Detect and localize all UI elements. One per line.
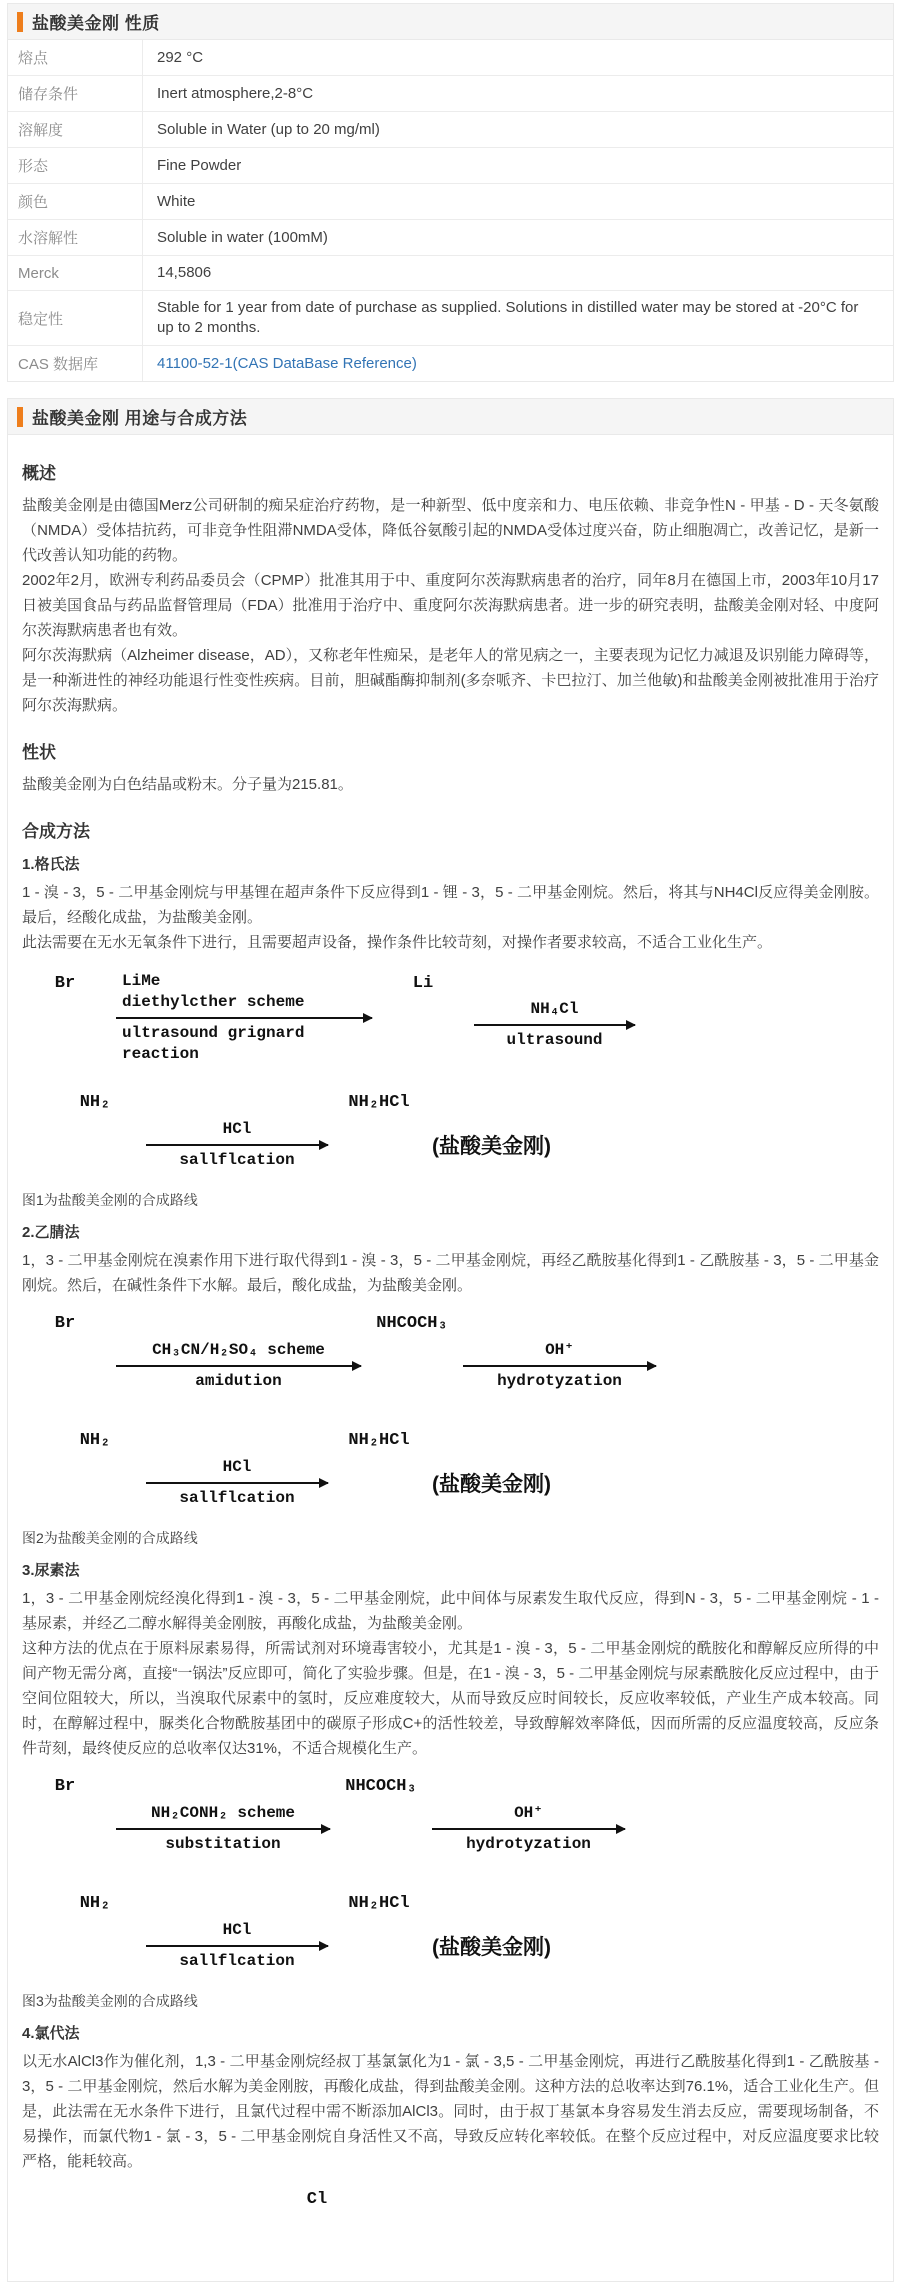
paragraph: 此法需要在无水无氧条件下进行，且需要超声设备，操作条件比较苛刻，对操作者要求较高，不适合工业化生产。 — [22, 934, 773, 951]
paragraph: 盐酸美金刚是由德国Merz公司研制的痴呆症治疗药物，是一种新型、低中度亲和力、电压依赖、非竞争性N - 甲基 - D - 天冬氨酸（NMDA）受体拮抗药，可非竞争性阻滞NMDA受体，降低谷氨酸引起的NMDA受体过度兴奋，防止细胞凋亡，改善记忆，是新一代改善认知功能的药物。 — [22, 497, 879, 564]
arrow-label: NH₂CONH₂ scheme — [150, 1803, 296, 1822]
arrow-label: HCl — [222, 1920, 252, 1939]
section-heading: 合成方法 — [22, 822, 90, 841]
structure-label: Li — [412, 973, 434, 993]
paragraph: 1 - 溴 - 3，5 - 二甲基金刚烷与甲基锂在超声条件下反应得到1 - 锂 - 3，5 - 二甲基金刚烷。然后，将其与NH4Cl反应得美金刚胺。最后，经酸化成盐，为盐酸美金刚。 — [22, 884, 879, 926]
scheme-row — [22, 2190, 879, 2279]
synthesis-header — [8, 399, 893, 435]
arrow-label: HCl — [222, 1119, 252, 1138]
arrow-labels-below — [474, 1030, 635, 1051]
row-label: CAS 数据库 — [8, 346, 143, 381]
arrow-label: HCl — [222, 1457, 252, 1476]
arrow-labels-below — [146, 1488, 328, 1509]
arrow-label: hydrotyzation — [466, 1834, 591, 1853]
arrow-line — [146, 1482, 328, 1484]
row-value — [143, 256, 893, 290]
arrow-line — [463, 1365, 656, 1367]
arrow-labels-below — [463, 1371, 656, 1392]
adamantane-skeleton — [56, 1451, 134, 1520]
paragraph: 以无水AlCl3作为催化剂，1,3 - 二甲基金刚烷经叔丁基氯氯化为1 - 氯 - 3,5 - 二甲基金刚烷，再进行乙酰胺基化得到1 - 乙酰胺基 - 3，5 - 二甲基金刚烷，然后水解为美金刚胺，再酸化成盐，得到盐酸美金刚。这种方法的总收率达到76.1%，适合工业化生产。但是，此法需在无水条件下进行，且氯代过程中需不断添加AlCl3。同时，由于叔丁基氯本身容易发生消去反应，需要现场制备，不易操作，而氯代物1 - 氯 - 3，5 - 二甲基金刚烷自身活性又不高，导致反应转化率较低。在整个反应过程中，对反应温度要求比较严格，能耗较高。 — [22, 2053, 879, 2170]
row-label: 水溶解性 — [8, 220, 143, 255]
chemical-structure — [26, 974, 104, 1063]
structure-label: NHCOCH₃ — [376, 1314, 448, 1333]
table-row — [8, 346, 893, 381]
row-label: 储存条件 — [8, 76, 143, 111]
arrow-labels-above — [116, 1340, 361, 1361]
method-heading: 2.乙腈法 — [22, 1224, 80, 1241]
chemical-structure — [384, 974, 462, 1063]
properties-box — [7, 3, 894, 382]
arrow-labels-above — [116, 1803, 330, 1824]
cas-database-link[interactable]: 41100-52-1(CAS DataBase Reference) — [157, 354, 417, 372]
scheme-row — [22, 1894, 879, 1983]
row-value — [143, 148, 893, 183]
arrow-line — [116, 1828, 330, 1830]
arrow-labels-above — [146, 1920, 328, 1941]
arrow-line — [432, 1828, 625, 1830]
reaction-arrow — [474, 999, 635, 1051]
chemical-structure — [278, 2190, 356, 2279]
reaction-arrow — [116, 1803, 330, 1855]
accent-bar — [17, 407, 23, 427]
table-row — [8, 256, 893, 291]
adamantane-skeleton — [56, 1914, 134, 1983]
section-heading: 性状 — [22, 743, 56, 762]
adamantane-skeleton — [373, 1334, 451, 1403]
structure-label: NHCOCH₃ — [345, 1777, 417, 1796]
chemical-structure — [342, 1777, 420, 1866]
adamantane-skeleton — [384, 994, 462, 1063]
adamantane-skeleton — [26, 1797, 104, 1866]
paragraph: 1，3 - 二甲基金刚烷在溴素作用下进行取代得到1 - 溴 - 3，5 - 二甲基金刚烷，再经乙酰胺基化得到1 - 乙酰胺基 - 3，5 - 二甲基金刚烷。然后，在碱性条件下水解。最后，酸化成盐，为盐酸美金刚。 — [22, 1252, 879, 1294]
section-heading: 概述 — [22, 464, 56, 483]
arrow-label: LiMe — [122, 972, 161, 990]
structure-label: Br — [54, 1777, 76, 1796]
paragraph: 2002年2月，欧洲专利药品委员会（CPMP）批准其用于中、重度阿尔茨海默病患者的治疗，同年8月在德国上市，2003年10月17日被美国食品与药品监督管理局（FDA）批准用于治疗中、重度阿尔茨海默病患者。进一步的研究表明，盐酸美金刚对轻、中度阿尔茨海默病患者也有效。 — [22, 572, 879, 639]
arrow-line — [116, 1017, 372, 1019]
properties-table — [8, 40, 893, 381]
adamantane-skeleton — [340, 1451, 418, 1520]
arrow-line — [116, 1365, 361, 1367]
arrow-line — [146, 1945, 328, 1947]
table-row — [8, 220, 893, 256]
row-value — [143, 112, 893, 147]
paragraph: 这种方法的优点在于原料尿素易得，所需试剂对环境毒害较小，尤其是1 - 溴 - 3，5 - 二甲基金刚烷的酰胺化和醇解反应所得的中间产物无需分离，直接“一锅法”反应即可，简化了实验步骤。但是，在1 - 溴 - 3，5 - 二甲基金刚烷与尿素酰胺化反应过程中，由于空间位阻较大，所以，当溴取代尿素中的氢时，反应难度较大，从而导致反应时间较长，反应收率较低，产业生产成本较高。同时，在醇解过程中，脲类化合物酰胺基团中的碳原子形成C+的活性较差，导致醇解效率降低，因而所需的反应温度较高，反应条件苛刻，最终使反应的总收率仅达31%，不适合规模化生产。 — [22, 1640, 879, 1757]
structure-label: NH₂HCl — [348, 1894, 410, 1913]
scheme-row — [22, 971, 879, 1065]
table-row — [8, 40, 893, 76]
structure-label: NH₂ — [79, 1894, 111, 1913]
arrow-labels-above — [474, 999, 635, 1020]
arrow-label: reaction — [122, 1045, 199, 1063]
scheme-row — [22, 1093, 879, 1182]
arrow-label: amidution — [195, 1371, 282, 1390]
row-label: 熔点 — [8, 40, 143, 75]
row-value-text: Stable for 1 year from date of purchase as supplied. Solutions in distilled water may be stored at -20°C for up to 2 months. — [157, 299, 859, 336]
reaction-scheme — [22, 1314, 879, 1520]
row-value-text: 292 °C — [157, 48, 204, 66]
chemical-structure — [340, 1894, 418, 1983]
arrow-labels-above — [432, 1803, 625, 1824]
arrow-label: sallflcation — [179, 1150, 295, 1169]
arrow-labels-above — [146, 1119, 328, 1140]
structure-label: NH₂HCl — [348, 1093, 410, 1112]
accent-bar — [17, 12, 23, 32]
adamantane-skeleton — [278, 2210, 356, 2279]
scheme-row — [22, 1431, 879, 1520]
adamantane-skeleton — [26, 994, 104, 1063]
arrow-labels-below — [116, 1371, 361, 1392]
table-row — [8, 291, 893, 346]
scheme-row — [22, 1777, 879, 1866]
adamantane-skeleton — [340, 1914, 418, 1983]
row-value — [143, 184, 893, 219]
arrow-labels-below — [116, 1834, 330, 1855]
reaction-arrow — [432, 1803, 625, 1855]
arrow-label: sallflcation — [179, 1488, 295, 1507]
properties-title: 盐酸美金刚 性质 — [32, 14, 160, 33]
method-heading: 3.尿素法 — [22, 1562, 80, 1579]
chemical-structure — [26, 1314, 104, 1403]
arrow-line — [474, 1024, 635, 1026]
row-label: 稳定性 — [8, 291, 143, 345]
chemical-structure — [56, 1093, 134, 1182]
figure-caption: 图2为盐酸美金刚的合成路线 — [22, 1530, 198, 1546]
arrow-labels-below — [146, 1951, 328, 1972]
chemical-structure — [340, 1093, 418, 1182]
arrow-labels-above — [116, 971, 372, 1013]
row-value-text: Fine Powder — [157, 156, 242, 174]
product-name-caption: (盐酸美金刚) — [432, 1935, 551, 1959]
structure-label: Br — [54, 1314, 76, 1333]
arrow-labels-above — [146, 1457, 328, 1478]
synthesis-box — [7, 398, 894, 2282]
row-value — [143, 346, 893, 381]
arrow-labels-below — [116, 1023, 372, 1065]
row-label: 形态 — [8, 148, 143, 183]
reaction-arrow — [463, 1340, 656, 1392]
arrow-labels-below — [146, 1150, 328, 1171]
table-row — [8, 184, 893, 220]
table-row — [8, 76, 893, 112]
arrow-label: diethylcther scheme — [122, 993, 305, 1011]
arrow-labels-below — [432, 1834, 625, 1855]
reaction-arrow — [116, 1340, 361, 1392]
structure-label: Br — [54, 973, 76, 993]
reaction-scheme — [22, 1777, 879, 1983]
row-value — [143, 76, 893, 111]
scheme-row — [22, 1314, 879, 1403]
row-value-text: Inert atmosphere,2-8°C — [157, 84, 314, 102]
row-label: 溶解度 — [8, 112, 143, 147]
structure-label: NH₂ — [79, 1431, 111, 1450]
reaction-scheme — [22, 971, 879, 1182]
reaction-arrow — [146, 1119, 328, 1171]
reaction-arrow — [146, 1920, 328, 1972]
row-value-text: Soluble in Water (up to 20 mg/ml) — [157, 120, 380, 138]
row-value-text: Soluble in water (100mM) — [157, 228, 328, 246]
row-value-text: White — [157, 192, 196, 210]
arrow-label: hydrotyzation — [497, 1371, 622, 1390]
arrow-label: CH₃CN/H₂SO₄ scheme — [152, 1340, 325, 1359]
row-value — [143, 40, 893, 75]
arrow-label: OH⁺ — [545, 1340, 574, 1359]
structure-label: NH₂HCl — [348, 1431, 410, 1450]
synthesis-content — [8, 435, 893, 2279]
structure-label: Cl — [306, 2190, 328, 2209]
chemical-structure — [26, 1777, 104, 1866]
table-row — [8, 112, 893, 148]
row-value-text: 14,5806 — [157, 264, 212, 281]
paragraph: 1，3 - 二甲基金刚烷经溴化得到1 - 溴 - 3，5 - 二甲基金刚烷，此中间体与尿素发生取代反应，得到N - 3，5 - 二甲基金刚烷 - 1 - 基尿素，并经乙二醇水解得美金刚胺，再酸化成盐，为盐酸美金刚。 — [22, 1590, 879, 1632]
arrow-label: ultrasound — [506, 1031, 603, 1049]
product-name-caption: (盐酸美金刚) — [432, 1472, 551, 1496]
properties-header — [8, 4, 893, 40]
arrow-label: substitation — [165, 1834, 281, 1853]
method-heading: 4.氯代法 — [22, 2025, 80, 2042]
chemical-structure — [56, 1894, 134, 1983]
arrow-label: NH₄Cl — [530, 1000, 579, 1018]
row-value — [143, 220, 893, 255]
figure-caption: 图1为盐酸美金刚的合成路线 — [22, 1192, 198, 1208]
arrow-line — [146, 1144, 328, 1146]
arrow-label: sallflcation — [179, 1951, 295, 1970]
paragraph: 阿尔茨海默病（Alzheimer disease，AD），又称老年性痴呆，是老年人的常见病之一，主要表现为记忆力减退及识别能力障碍等，是一种渐进性的神经功能退行性变性疾病。目前，胆碱酯酶抑制剂(多奈哌齐、卡巴拉汀、加兰他敏)和盐酸美金刚被批准用于治疗阿尔茨海默病。 — [22, 647, 879, 714]
arrow-labels-above — [463, 1340, 656, 1361]
reaction-arrow — [116, 971, 372, 1065]
chemical-structure — [340, 1431, 418, 1520]
reaction-arrow — [146, 1457, 328, 1509]
adamantane-skeleton — [26, 1334, 104, 1403]
paragraph: 盐酸美金刚为白色结晶或粉末。分子量为215.81。 — [22, 776, 353, 793]
row-value — [143, 291, 893, 345]
adamantane-skeleton — [56, 1113, 134, 1182]
product-name-caption: (盐酸美金刚) — [432, 1134, 551, 1158]
adamantane-skeleton — [342, 1797, 420, 1866]
adamantane-skeleton — [340, 1113, 418, 1182]
chemical-structure — [56, 1431, 134, 1520]
chemical-structure — [373, 1314, 451, 1403]
method-heading: 1.格氏法 — [22, 856, 80, 873]
row-label: 颜色 — [8, 184, 143, 219]
arrow-label: ultrasound grignard — [122, 1024, 305, 1042]
synthesis-title: 盐酸美金刚 用途与合成方法 — [32, 409, 248, 428]
arrow-label: OH⁺ — [514, 1803, 543, 1822]
table-row — [8, 148, 893, 184]
row-label: Merck — [8, 256, 143, 290]
structure-label: NH₂ — [79, 1093, 111, 1112]
reaction-scheme — [22, 2190, 879, 2279]
figure-caption: 图3为盐酸美金刚的合成路线 — [22, 1993, 198, 2009]
